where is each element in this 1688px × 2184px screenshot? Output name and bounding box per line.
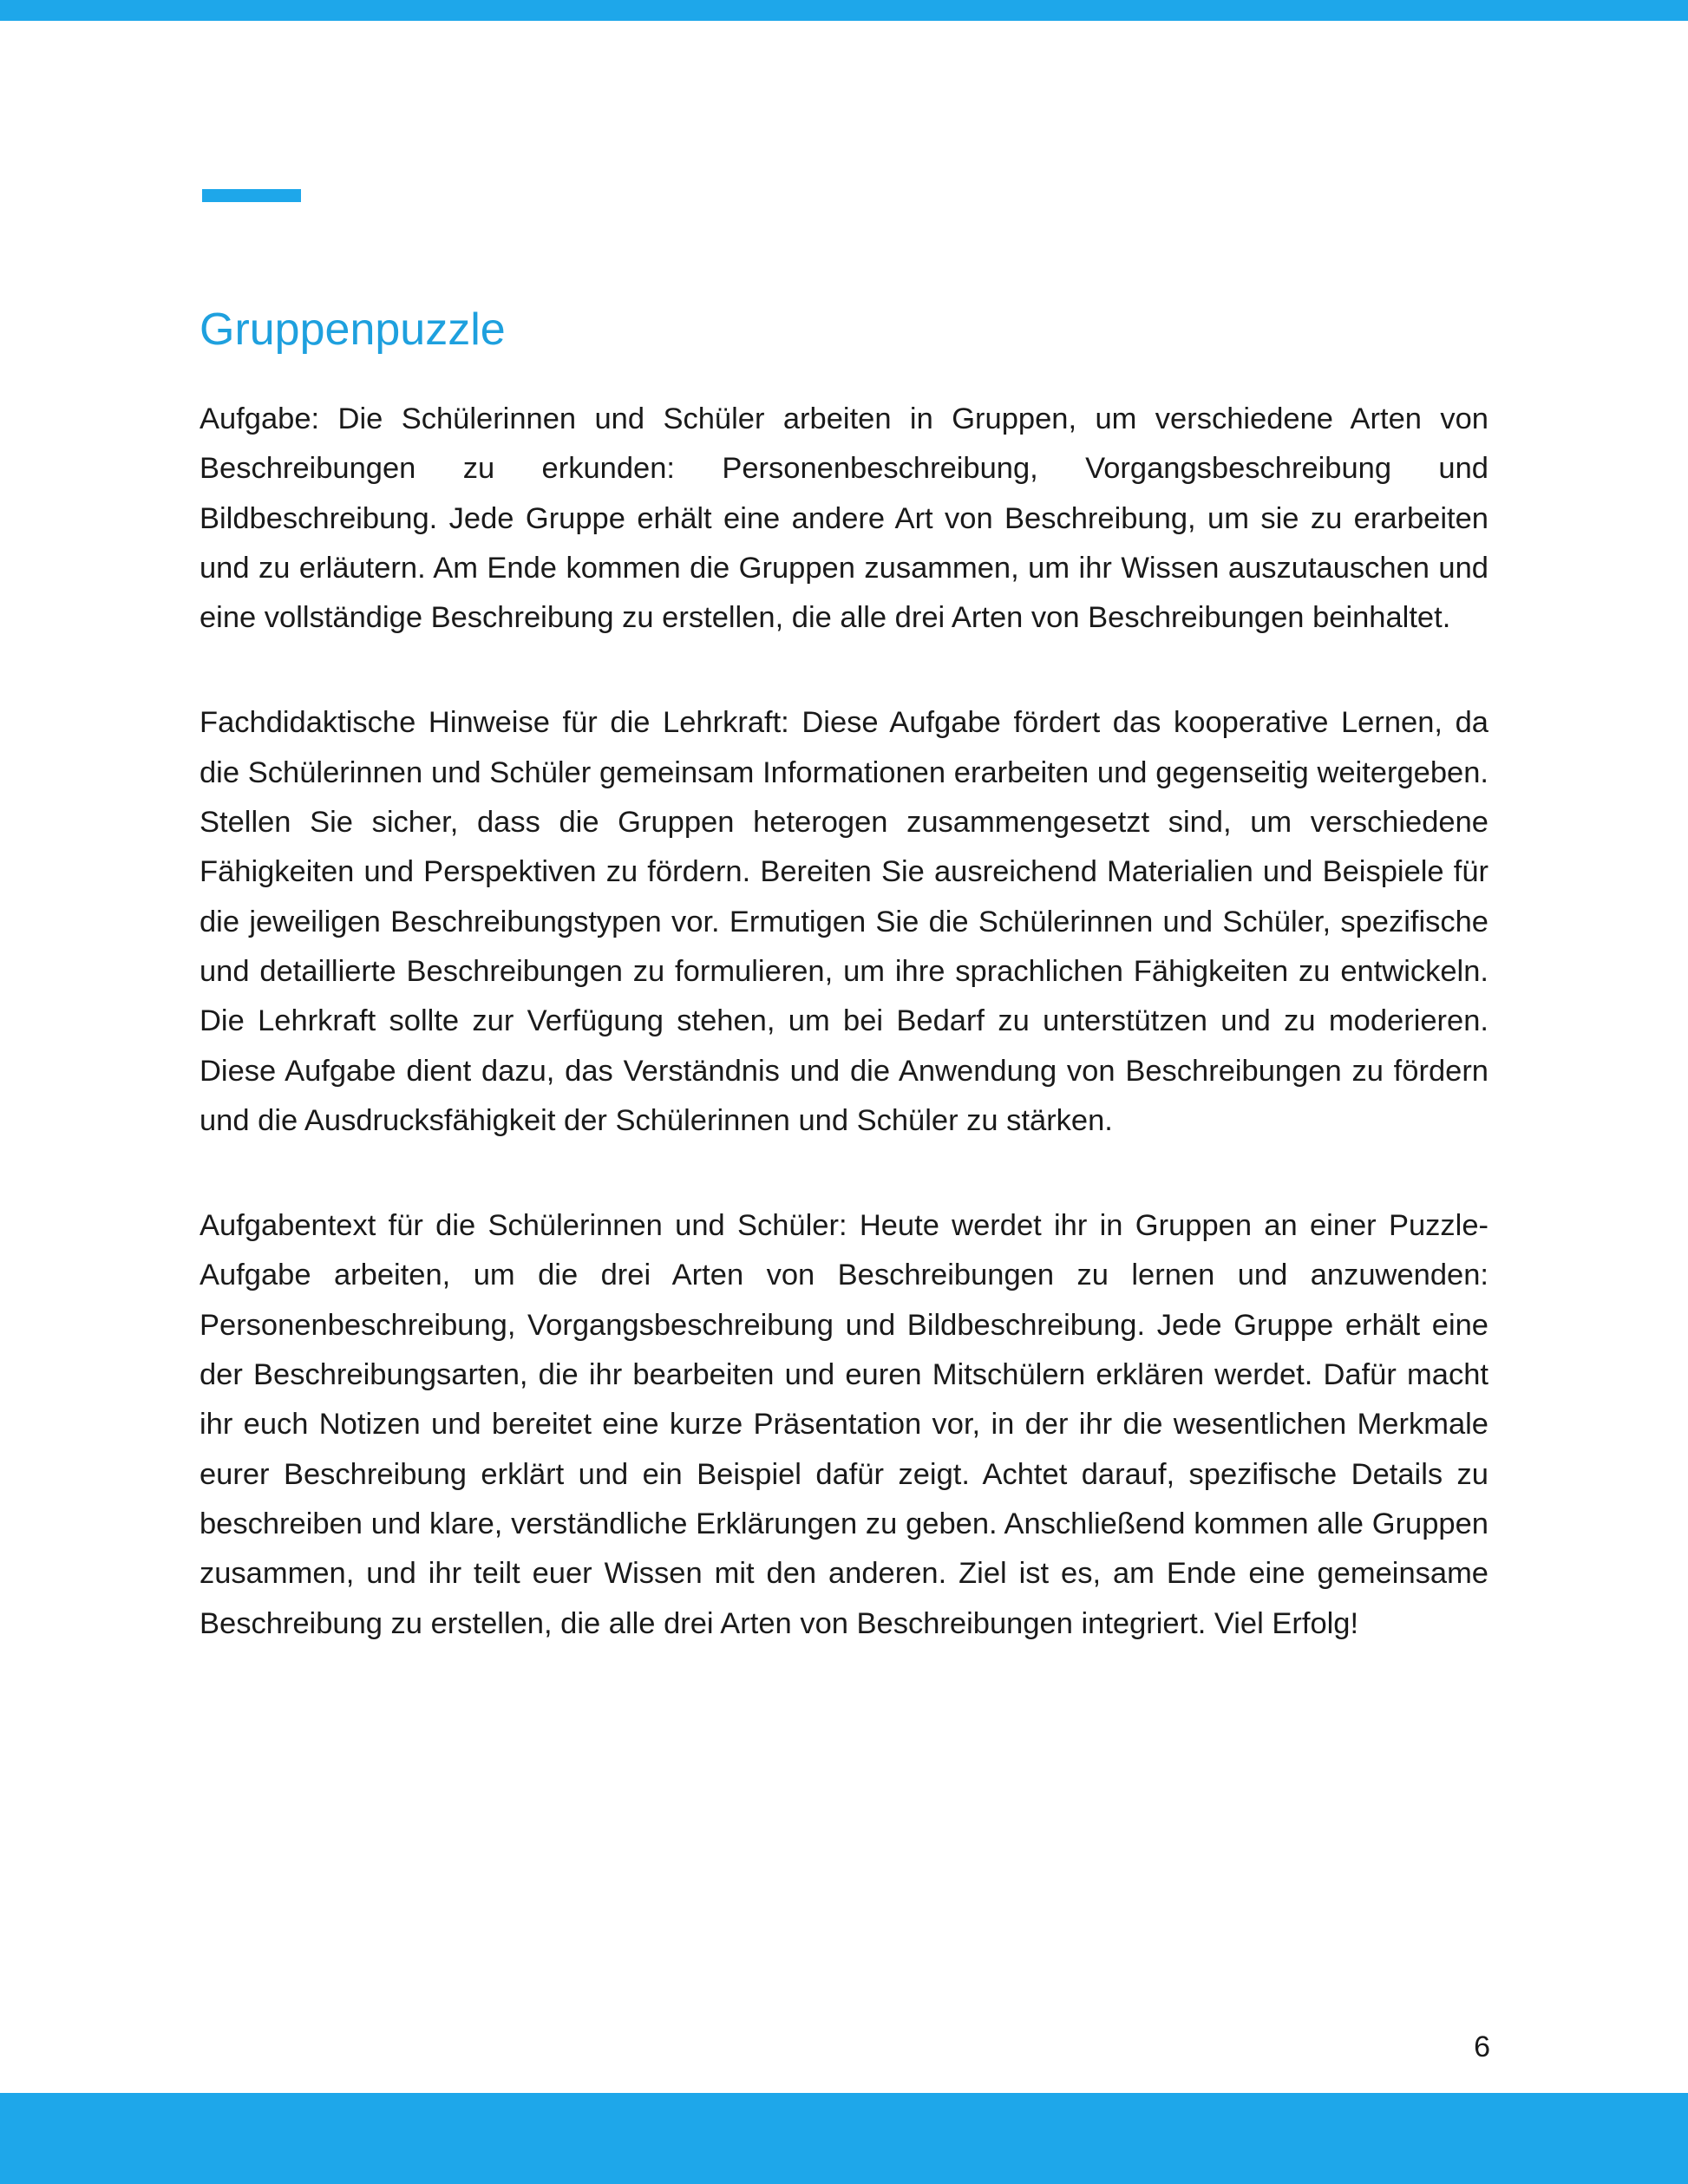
page-number: 6 bbox=[1474, 2030, 1490, 2063]
paragraph-fachdidaktische-hinweise: Fachdidaktische Hinweise für die Lehrkraft: Diese Aufgabe fördert das kooperative Lernen, da die Schülerinnen und Schüler gemeinsam Informationen erarbeiten und gegenseitig weitergeben. Stellen Sie sicher, dass die Gruppen heterogen zusammengesetzt sind, um verschiedene Fähigkeiten und Perspektiven zu fördern. Bereiten Sie ausreichend Materialien und Beispiele für die jeweiligen Beschreibungstypen vor. Ermutigen Sie die Schülerinnen und Schüler, spezifische und detaillierte Beschreibungen zu formulieren, um ihre sprachlichen Fähigkeiten zu entwickeln. Die Lehrkraft sollte zur Verfügung stehen, um bei Bedarf zu unterstützen und zu moderieren. Diese Aufgabe dient dazu, das Verständnis und die Anwendung von Beschreibungen zu fördern und die Ausdrucksfähigkeit der Schülerinnen und Schüler zu stärken. bbox=[200, 706, 1488, 1137]
page-title: Gruppenpuzzle bbox=[200, 304, 506, 355]
top-accent-bar bbox=[0, 0, 1688, 21]
title-accent-line bbox=[202, 189, 301, 202]
paragraph-aufgabentext: Aufgabentext für die Schülerinnen und Schüler: Heute werdet ihr in Gruppen an einer Puzzle-Aufgabe arbeiten, um die drei Arten von Beschreibungen zu lernen und anzuwenden: Personenbeschreibung, Vorgangsbeschreibung und Bildbeschreibung. Jede Gruppe erhält eine der Beschreibungsarten, die ihr bearbeiten und euren Mitschülern erklären werdet. Dafür macht ihr euch Notizen und bereitet eine kurze Präsentation vor, in der ihr die wesentlichen Merkmale eurer Beschreibung erklärt und ein Beispiel dafür zeigt. Achtet darauf, spezifische Details zu beschreiben und klare, verständliche Erklärungen zu geben. Anschließend kommen alle Gruppen zusammen, und ihr teilt euer Wissen mit den anderen. Ziel ist es, am Ende eine gemeinsame Beschreibung zu erstellen, die alle drei Arten von Beschreibungen integriert. Viel Erfolg! bbox=[200, 1209, 1488, 1640]
paragraph-aufgabe: Aufgabe: Die Schülerinnen und Schüler arbeiten in Gruppen, um verschiedene Arten von Beschreibungen zu erkunden: Personenbeschreibung, Vorgangsbeschreibung und Bildbeschreibung. Jede Gruppe erhält eine andere Art von Beschreibung, um sie zu erarbeiten und zu erläutern. Am Ende kommen die Gruppen zusammen, um ihr Wissen auszutauschen und eine vollständige Beschreibung zu erstellen, die alle drei Arten von Beschreibungen beinhaltet. bbox=[200, 402, 1488, 635]
document-body bbox=[200, 395, 1488, 1649]
bottom-accent-bar bbox=[0, 2093, 1688, 2184]
